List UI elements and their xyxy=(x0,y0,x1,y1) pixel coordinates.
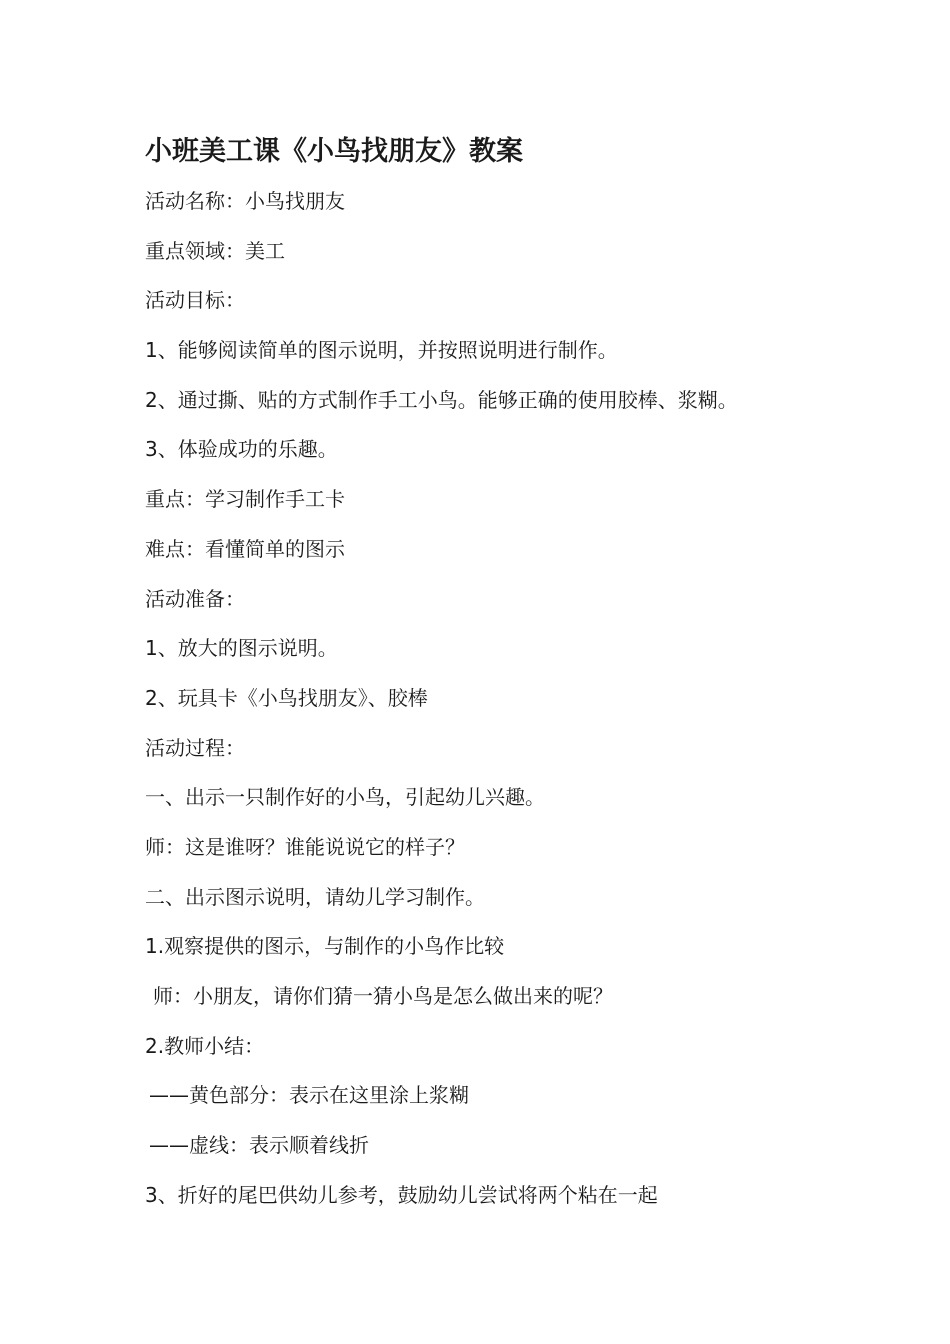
paragraph-difficulty: 难点：看懂简单的图示 xyxy=(145,536,345,561)
paragraph-preparation-1: 1、放大的图示说明。 xyxy=(145,636,338,661)
paragraph-key-point: 重点：学习制作手工卡 xyxy=(145,487,345,512)
paragraph-teacher-prompt: 师：小朋友，请你们猜一猜小鸟是怎么做出来的呢？ xyxy=(153,984,613,1008)
paragraph-preparation-2: 2、玩具卡《小鸟找朋友》、胶棒 xyxy=(145,685,428,710)
paragraph-goals-heading: 活动目标： xyxy=(145,288,245,313)
paragraph-teacher-question: 师：这是谁呀？谁能说说它的样子？ xyxy=(145,834,465,859)
paragraph-goal-1: 1、能够阅读简单的图示说明，并按照说明进行制作。 xyxy=(145,338,618,363)
paragraph-teacher-summary: 2.教师小结： xyxy=(145,1033,265,1058)
paragraph-goal-2: 2、通过撕、贴的方式制作手工小鸟。能够正确的使用胶棒、浆糊。 xyxy=(145,387,738,412)
paragraph-process-heading: 活动过程： xyxy=(145,735,245,760)
document-title: 小班美工课《小鸟找朋友》教案 xyxy=(145,136,523,167)
paragraph-preparation-heading: 活动准备： xyxy=(145,586,245,611)
paragraph-dashed-line: ——虚线：表示顺着线折 xyxy=(149,1133,369,1158)
paragraph-tail-reference: 3、折好的尾巴供幼儿参考，鼓励幼儿尝试将两个粘在一起 xyxy=(145,1182,658,1207)
paragraph-observe: 1.观察提供的图示，与制作的小鸟作比较 xyxy=(145,934,505,959)
paragraph-process-step-1: 一、出示一只制作好的小鸟，引起幼儿兴趣。 xyxy=(145,785,545,810)
paragraph-key-domain: 重点领域：美工 xyxy=(145,238,285,263)
paragraph-yellow-part: ——黄色部分：表示在这里涂上浆糊 xyxy=(149,1083,469,1108)
document-body xyxy=(145,183,925,1226)
paragraph-activity-name: 活动名称：小鸟找朋友 xyxy=(145,189,345,213)
paragraph-process-step-2: 二、出示图示说明，请幼儿学习制作。 xyxy=(145,884,485,909)
paragraph-goal-3: 3、体验成功的乐趣。 xyxy=(145,437,338,462)
